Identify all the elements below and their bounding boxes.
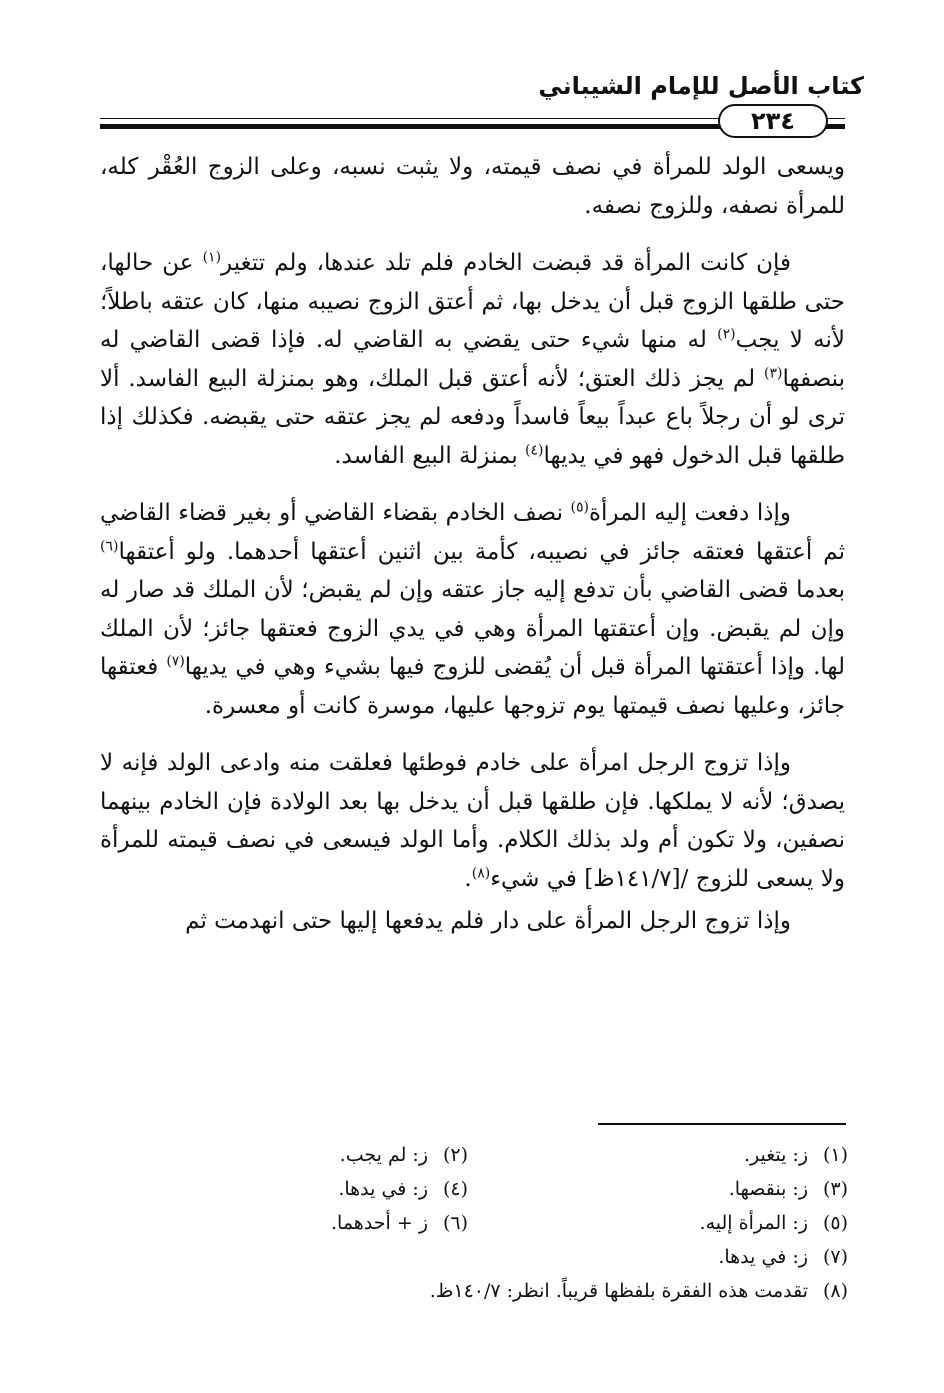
footnote-ref: (٢) [717, 326, 736, 343]
footnote-row [88, 1172, 848, 1206]
footnote-ref: (١) [202, 249, 222, 266]
footnote-row [88, 1274, 848, 1308]
paragraph-5: وإذا تزوج الرجل المرأة على دار فلم يدفعها إليها حتى انهدمت ثم [185, 908, 791, 934]
footnote-7: (٧)ز: في يدها. [718, 1246, 848, 1268]
footnote-1: (١)ز: يتغير. [743, 1144, 848, 1166]
footnote-separator [598, 1123, 846, 1125]
paragraph-3: وإذا دفعت إليه المرأة$^{(٥)}$ نصف الخادم بقضاء القاضي أو بغير قضاء القاضي ثم أعتقها فعتقه جائز في نصيبه، كأمة بين اثنين أعتقها أحدهما. ولو أعتقها$^{(٦)}$ بعدما قضى القاضي بأن تدفع إليه جاز عتقه وإن لم يقبض؛ لأن الملك قد صار له وإن لم يقبض. وإن أعتقتها المرأة وهي في يدي الزوج فعتقها جائز؛ لأن الملك لها. وإذا أعتقتها المرأة قبل أن يُقضى للزوج فيها بشيء وهي في يديها$^{(٧)}$ فعتقها جائز، وعليها نصف قيمتها يوم تزوجها عليها، موسرة كانت أو معسرة. [100, 499, 845, 719]
footnote-ref: (٧) [166, 653, 185, 670]
running-header-title: كتاب الأصل للإمام الشيباني [538, 72, 864, 100]
paragraph-1: ويسعى الولد للمرأة في نصف قيمته، ولا يثبت نسبه، وعلى الزوج العُقْر كله، للمرأة نصفه، وللزوج نصفه. [100, 154, 845, 219]
footnote-3: (٣)ز: بنقصها. [728, 1178, 848, 1200]
body-text [100, 148, 845, 960]
footnote-2: (٢)ز: لم يجب. [339, 1144, 468, 1166]
footnote-4: (٤)ز: في يدها. [338, 1178, 468, 1200]
footnote-ref: (٣) [764, 364, 783, 381]
footnote-row [88, 1240, 848, 1274]
paragraph-2: فإن كانت المرأة قد قبضت الخادم فلم تلد عندها، ولم تتغير$^{(١)}$ عن حالها، حتى طلقها الزوج قبل أن يدخل بها، ثم أعتق الزوج نصيبه منها، كان عتقه باطلاً؛ لأنه لا يجب$^{(٢)}$ له منها شيء حتى يقضي به القاضي له. فإذا قضى القاضي له بنصفها$^{(٣)}$ لم يجز ذلك العتق؛ لأنه أعتق قبل الملك، وهو بمنزلة البيع الفاسد. ألا ترى لو أن رجلاً باع عبداً بيعاً فاسداً ودفعه لم يجز عتقه حتى يقبضه. فكذلك إذا طلقها قبل الدخول فهو في يديها$^{(٤)}$ بمنزلة البيع الفاسد. [100, 249, 845, 469]
footnote-6: (٦)ز + أحدهما. [330, 1212, 468, 1234]
footnote-8: (٨)تقدمت هذه الفقرة بلفظها قريباً. انظر: ١٤٠/٧ظ. [429, 1280, 848, 1302]
footnote-ref: (٤) [525, 441, 544, 458]
footnote-row [88, 1138, 848, 1172]
footnote-ref: (٨) [471, 864, 491, 881]
page-number: ٢٣٤ [751, 107, 795, 135]
footnotes [88, 1138, 848, 1308]
page-number-badge [718, 104, 828, 138]
footnote-ref: (٦) [100, 537, 119, 554]
paragraph-4: وإذا تزوج الرجل امرأة على خادم فوطئها فعلقت منه وادعى الولد فإنه لا يصدق؛ لأنه لا يملكها. فإن طلقها قبل أن يدخل بها بعد الولادة فإن الخادم بينهما نصفين، ولا تكون أم ولد بذلك الكلام. وأما الولد فيسعى في نصف قيمته للمرأة ولا يسعى للزوج /[١٤١/٧ظ] في شيء$^{(٨)}$. [100, 750, 845, 892]
footnote-ref: (٥) [570, 499, 589, 516]
footnote-5: (٥)ز: المرأة إليه. [699, 1212, 848, 1234]
footnote-row [88, 1206, 848, 1240]
